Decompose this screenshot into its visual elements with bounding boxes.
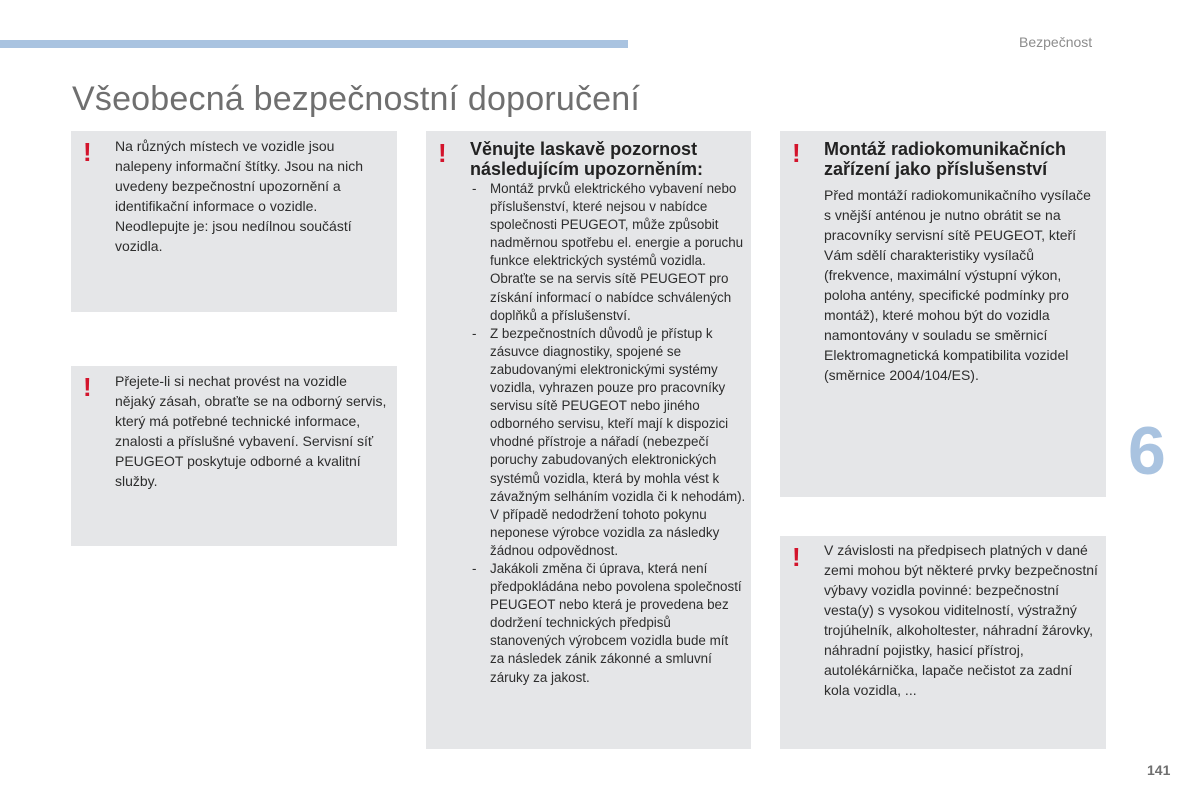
radio-equipment-heading: Montáž radiokomunikačních zařízení jako příslušenství (824, 139, 1067, 179)
list-item: - Z bezpečnostních důvodů je přístup k zásuvce diagnostiky, spojené se zabudovanými elektronickými systémy vozidla, vyhrazen pouze pro pracovníky servisu sítě PEUGEOT nebo jiného odborného servisu, kteří mají k dispozici vhodné přístroje a nářadí (nebezpečí poruchy zabudovaných elektronických systémů vozidla, která by mohla vést k závažným selháním vozidla či k nehodám). V případě nedodržení tohoto pokynu neponese výrobce vozidla za následky žádnou odpovědnost. (470, 325, 746, 560)
service-intervention-box (71, 366, 397, 546)
attention-list (470, 180, 746, 687)
section-name: Bezpečnost (1019, 34, 1093, 50)
warning-icon: ! (83, 372, 92, 402)
header-accent-bar (0, 40, 628, 48)
attention-warnings-box (426, 131, 751, 749)
radio-equipment-text: Před montáží radiokomunikačního vysílače s vnější anténou je nutno obrátit se na pracovníky servisní sítě PEUGEOT, kteří Vám sdělí charakteristiky vysílačů (frekvence, maximální výstupní výkon, poloha antény, specifické podmínky pro montáž), které mohou být do vozidla namontovány v souladu se směrnicí Elektromagnetická kompatibilita vozidel (směrnice 2004/104/ES). (824, 187, 1091, 383)
mandatory-equipment-text: V závislosti na předpisech platných v dané zemi mohou být některé prvky bezpečnostní výbavy vozidla povinné: bezpečnostní vesta(y) s vysokou viditelností, výstražný trojúhelník, alkoholtester, náhradní žárovky, náhradní pojistky, hasicí přístroj, autolékárnička, lapače nečistot za zadní kola vozidla, ... (824, 542, 1098, 698)
info-labels-text: Na různých místech ve vozidle jsou nalepeny informační štítky. Jsou na nich uvedeny bezpečnostní upozornění a identifikační informace o vozidle. Neodlepujte je: jsou nedílnou součástí vozidla. (115, 138, 363, 254)
radio-equipment-box (780, 131, 1106, 497)
attention-heading: Věnujte laskavě pozornost následujícím upozorněním: (470, 139, 704, 179)
list-item: - Montáž prvků elektrického vybavení nebo příslušenství, které nejsou v nabídce společnosti PEUGEOT, může způsobit nadměrnou spotřebu el. energie a poruchu funkce elektrických systémů vozidla. Obraťte se na servis sítě PEUGEOT pro získání informací o nabídce schválených doplňků a příslušenství. (470, 180, 746, 325)
warning-icon: ! (792, 542, 801, 572)
page-number: 141 (1147, 762, 1171, 778)
list-item: - Jakákoli změna či úprava, která není předpokládána nebo povolena společností PEUGEOT nebo která je provedena bez dodržení technických předpisů stanovených výrobcem vozidla bude mít za následek zánik zákonné a smluvní záruky za jakost. (470, 560, 746, 687)
mandatory-equipment-box (780, 536, 1106, 749)
page-title: Všeobecná bezpečnostní doporučení (72, 80, 641, 118)
chapter-number: 6 (1128, 413, 1166, 489)
warning-icon: ! (83, 137, 92, 167)
info-labels-box (71, 131, 397, 312)
warning-icon: ! (792, 138, 801, 168)
warning-icon: ! (438, 138, 447, 168)
service-intervention-text: Přejete-li si nechat provést na vozidle nějaký zásah, obraťte se na odborný servis, který má potřebné technické informace, znalosti a příslušné vybavení. Servisní síť PEUGEOT poskytuje odborné a kvalitní služby. (115, 373, 387, 489)
